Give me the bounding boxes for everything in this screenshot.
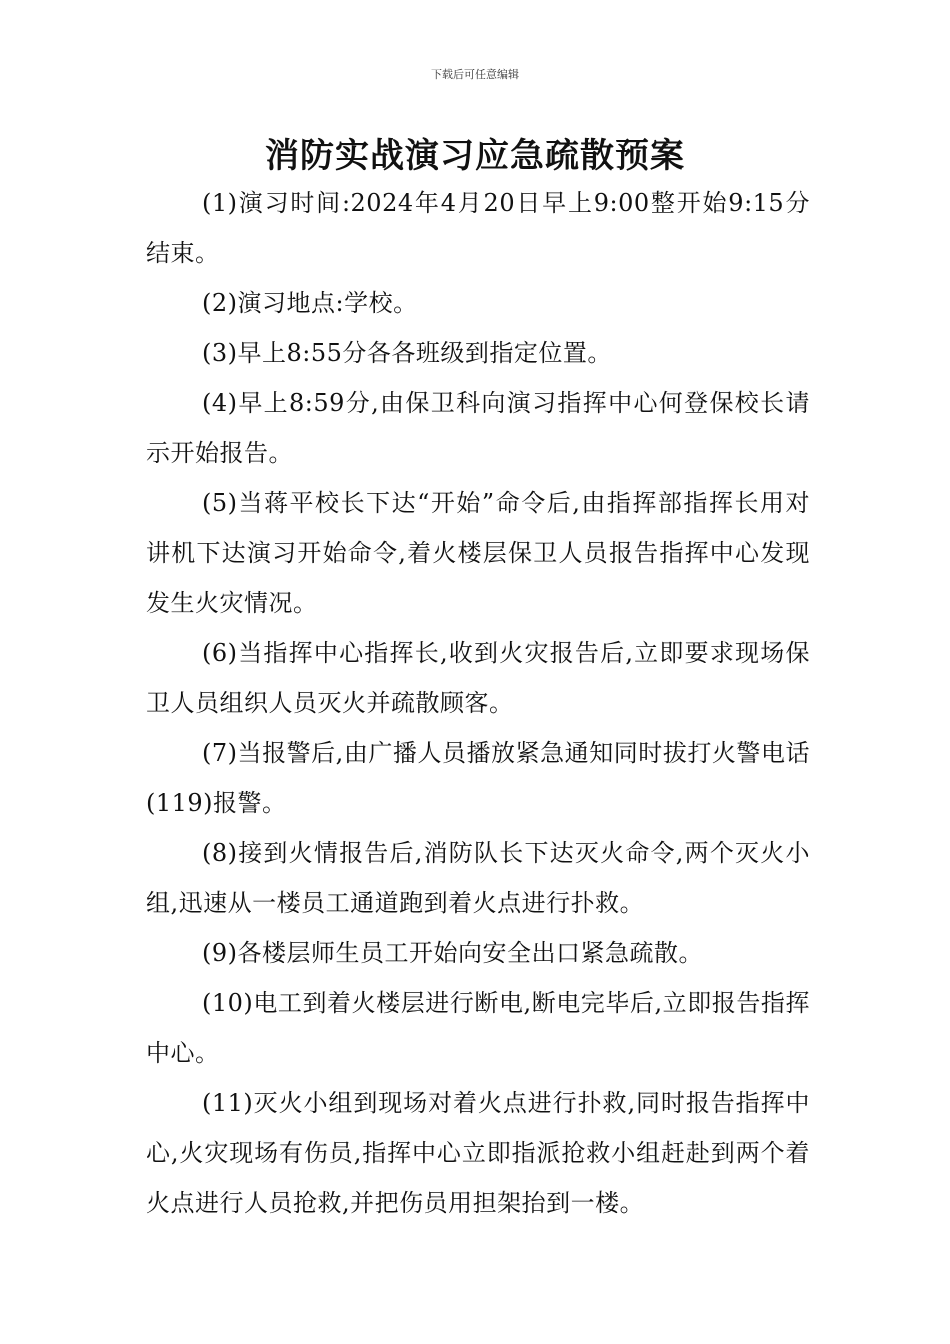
header-note: 下载后可任意编辑 bbox=[431, 68, 519, 81]
paragraph-11: (11)灭火小组到现场对着火点进行扑救,同时报告指挥中心,火灾现场有伤员,指挥中心立即指派抢救小组赶赴到两个着火点进行人员抢救,并把伤员用担架抬到一楼。 bbox=[146, 1089, 810, 1217]
document-title: 消防实战演习应急疏散预案 bbox=[265, 136, 685, 176]
paragraph-10: (10)电工到着火楼层进行断电,断电完毕后,立即报告指挥中心。 bbox=[146, 989, 810, 1067]
paragraph-6: (6)当指挥中心指挥长,收到火灾报告后,立即要求现场保卫人员组织人员灭火并疏散顾客。 bbox=[146, 639, 810, 717]
paragraph-1: (1)演习时间:2024年4月20日早上9:00整开始9:15分结束。 bbox=[146, 189, 810, 267]
paragraph-8: (8)接到火情报告后,消防队长下达灭火命令,两个灭火小组,迅速从一楼员工通道跑到着火点进行扑救。 bbox=[146, 839, 810, 917]
paragraph-4: (4)早上8:59分,由保卫科向演习指挥中心何登保校长请示开始报告。 bbox=[146, 389, 810, 467]
paragraph-3: (3)早上8:55分各各班级到指定位置。 bbox=[202, 339, 612, 367]
paragraph-2: (2)演习地点:学校。 bbox=[202, 289, 418, 317]
paragraph-7: (7)当报警后,由广播人员播放紧急通知同时拔打火警电话(119)报警。 bbox=[146, 739, 810, 817]
paragraph-9: (9)各楼层师生员工开始向安全出口紧急疏散。 bbox=[202, 939, 703, 967]
document-body bbox=[146, 178, 810, 1228]
paragraph-5: (5)当蒋平校长下达“开始”命令后,由指挥部指挥长用对讲机下达演习开始命令,着火楼层保卫人员报告指挥中心发现发生火灾情况。 bbox=[146, 489, 810, 617]
